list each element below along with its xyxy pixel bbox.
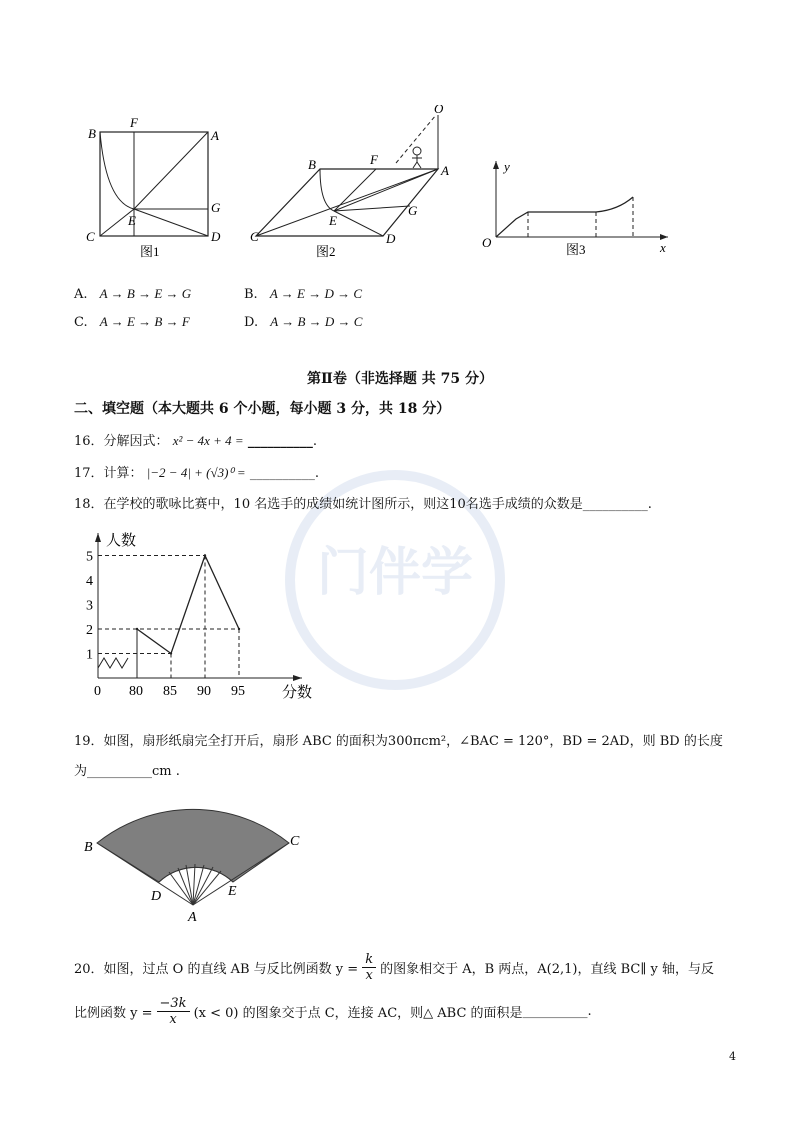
option-a-letter: A. [74,287,88,302]
q20-line2-b: (x < 0) 的图象交于点 C，连接 AC，则△ ABC 的面积是 [193,1006,523,1021]
question-18 [74,493,652,512]
fig1-label-g: G [211,200,221,215]
series-line [137,556,239,654]
fig2-caption: 图2 [316,244,336,259]
data-point-95 [238,628,240,630]
fig2-label-f: F [370,152,378,167]
q17-number: 17． [74,466,104,481]
y-axis-label: 人数 [106,533,137,549]
page-number: 4 [729,1050,736,1063]
q20-frac2-den: x [169,1012,177,1027]
fan-label-d: D [151,889,162,904]
x-tick-85: 85 [163,684,177,699]
y-tick-1: 1 [86,647,93,663]
fig3-label-y: y [504,159,510,174]
q20-frac1-den: x [365,968,373,983]
q20-fraction-1 [362,952,376,983]
q19-prefix: 为 [74,764,88,779]
fan-label-b: B [84,840,93,855]
question-19-line2 [74,760,180,779]
figure-1 [80,110,230,260]
q18-number: 18． [74,497,104,512]
x-tick-80: 80 [129,684,143,699]
q17-end: . [314,466,319,481]
fig2-label-d: D [386,231,396,246]
q19-blank[interactable]: __________ [87,764,153,779]
q16-prompt: 分解因式： [103,434,169,449]
data-point-85 [170,652,172,654]
option-b [244,286,362,302]
question-19-line1: 19．如图，扇形纸扇完全打开后，扇形 ABC 的面积为300πcm²，∠BAC = 120°，BD = 2AD，则 BD 的长度 [74,734,723,749]
q17-expression: |−2 − 4| + (√3)⁰ = [146,465,246,480]
q17-blank[interactable]: __________ [249,466,315,481]
fig2-label-o: O [434,105,444,116]
option-c-path: A → E → B → F [99,314,190,329]
y-tick-2: 2 [86,623,93,638]
fig1-label-e: E [128,213,136,228]
fig2-label-b: B [308,157,316,172]
x-tick-0: 0 [94,684,101,699]
q20-fraction-2 [157,996,190,1027]
axis-break [98,658,128,668]
q16-number: 16． [74,434,104,449]
q16-end: . [312,434,317,449]
q17-prompt: 计算： [103,466,143,481]
x-tick-90: 90 [197,684,211,699]
y-tick-3: 3 [86,598,93,614]
q20-line1-a: 20．如图，过点 O 的直线 AB 与反比例函数 y = [74,962,359,977]
q18-blank[interactable]: __________ [582,497,648,512]
question-16 [74,430,317,449]
figure-2 [248,105,463,260]
section-heading: 二、填空题（本大题共 6 个小题，每小题 3 分，共 18 分） [74,401,451,417]
q20-frac2-num: −3k [157,996,190,1012]
fig3-label-o: O [482,235,492,250]
option-b-path: A → E → D → C [269,286,363,301]
question-20-line2 [74,996,592,1027]
q16-expression: x² − 4x + 4 = [172,433,244,448]
y-tick-4: 4 [86,574,93,589]
fig3-label-x: x [660,240,666,255]
figure-3 [478,155,678,260]
q20-blank[interactable]: __________ [522,1004,588,1019]
fig1-label-c: C [86,229,95,244]
x-axis-label: 分数 [282,685,313,701]
fan-label-a: A [188,910,197,925]
q20-end: . [587,1004,592,1019]
option-d-letter: D. [244,315,259,330]
option-d-path: A → B → D → C [270,314,363,329]
fig3-caption: 图3 [566,242,586,257]
section-title: 第Ⅱ卷（非选择题 共 75 分） [307,371,493,387]
q20-line1-b: 的图象相交于 A，B 两点，A(2,1)，直线 BC∥ y 轴，与反 [380,962,714,977]
data-point-90 [204,554,206,556]
q19-suffix: cm . [152,764,180,779]
q20-frac1-num: k [362,952,376,968]
q18-text: 在学校的歌咏比赛中，10 名选手的成绩如统计图所示，则这10名选手成绩的众数是 [103,497,583,512]
fig2-label-a: A [441,163,449,178]
fig1-label-b: B [88,126,96,141]
fan-figure [80,785,320,930]
question-17 [74,462,319,481]
fig1-label-f: F [130,115,138,130]
option-d [244,314,362,330]
fig2-label-g: G [408,203,418,218]
watermark-text: 门伴学 [316,545,474,602]
score-chart [80,525,330,705]
fan-label-e: E [228,884,237,899]
fig1-label-a: A [211,128,219,143]
fig1-label-d: D [211,229,221,244]
q18-end: . [647,497,652,512]
fig1-caption: 图1 [140,244,160,259]
y-tick-5: 5 [86,549,93,565]
fig2-label-e: E [329,213,337,228]
fan-label-c: C [290,834,300,849]
option-b-letter: B. [244,287,258,302]
fan-shaded-region [97,809,289,882]
question-20-line1 [74,952,714,983]
fig2-label-c: C [250,229,259,244]
option-c [74,314,190,330]
option-a-path: A → B → E → G [99,286,192,301]
q16-blank[interactable]: __________ [247,434,313,449]
x-tick-95: 95 [231,684,245,699]
option-c-letter: C. [74,315,88,330]
q20-line2-a: 比例函数 y = [74,1006,153,1021]
option-a [74,286,191,302]
data-point-80 [136,628,138,630]
